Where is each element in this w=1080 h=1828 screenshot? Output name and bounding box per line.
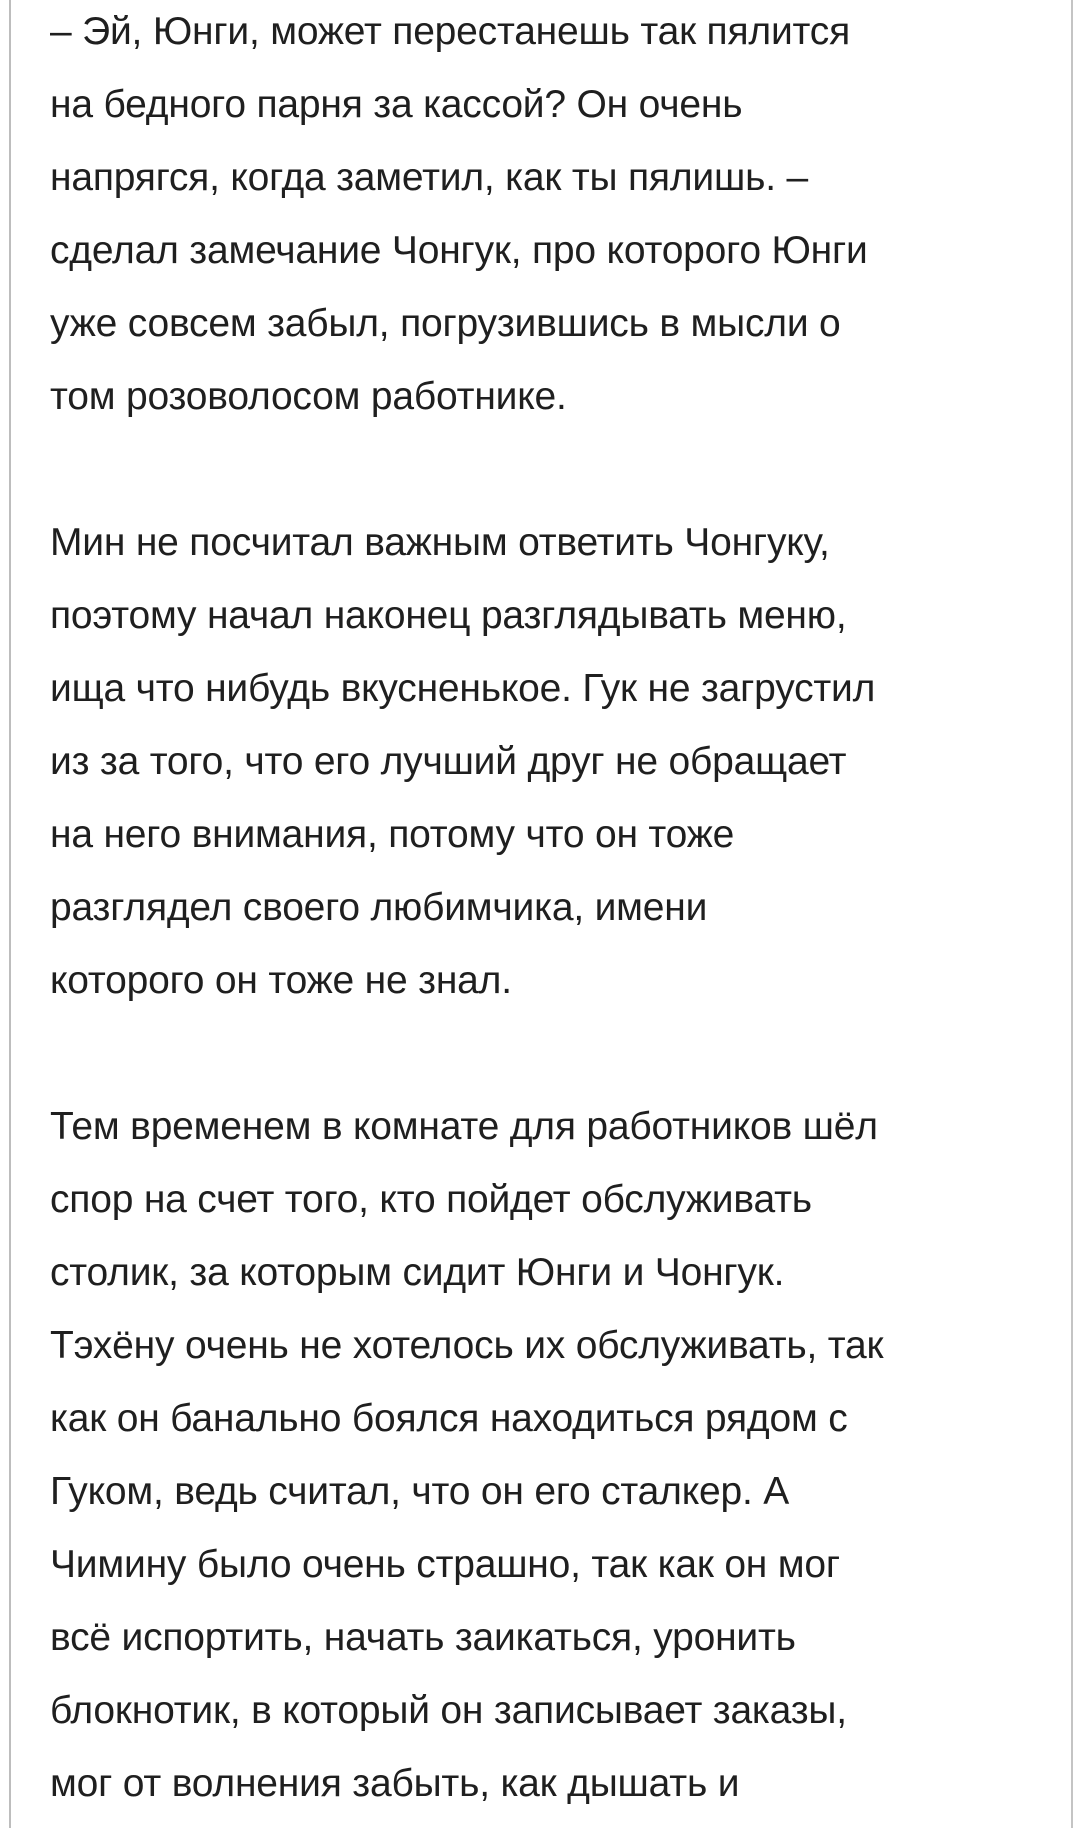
text-line: Чимину было очень страшно, так как он мог	[50, 1543, 840, 1586]
text-line: спор на счет того, кто пойдет обслуживать	[50, 1178, 812, 1221]
paragraph-2	[50, 511, 1050, 1022]
text-line: Гуком, ведь считал, что он его сталкер. А	[50, 1470, 790, 1513]
paragraph-1	[50, 0, 1050, 438]
text-line: на него внимания, потому что он тоже	[50, 813, 735, 856]
text-line: которого он тоже не знал.	[50, 959, 512, 1002]
text-line: столик, за которым сидит Юнги и Чонгук.	[50, 1251, 785, 1294]
text-line: разглядел своего любимчика, имени	[50, 886, 708, 929]
text-line: как он банально боялся находиться рядом с	[50, 1397, 848, 1440]
text-line: на бедного парня за кассой? Он очень	[50, 83, 743, 126]
text-line: ища что нибудь вкусненькое. Гук не загрустил	[50, 667, 876, 710]
left-margin-line	[9, 0, 11, 1828]
right-margin-line	[1071, 0, 1073, 1828]
paragraph-3	[50, 1095, 1050, 1825]
text-line: Мин не посчитал важным ответить Чонгуку,	[50, 521, 830, 564]
text-line: всё испортить, начать заикаться, уронить	[50, 1616, 796, 1659]
text-line: Тем временем в комнате для работников шёл	[50, 1105, 878, 1148]
text-line: сделал замечание Чонгук, про которого Юнги	[50, 229, 868, 272]
text-line: поэтому начал наконец разглядывать меню,	[50, 594, 847, 637]
story-text	[50, 0, 1050, 1825]
text-line: мог от волнения забыть, как дышать и	[50, 1762, 740, 1805]
text-line: том розоволосом работнике.	[50, 375, 567, 418]
paragraph-gap	[50, 438, 1050, 511]
text-line: напрягся, когда заметил, как ты пялишь. –	[50, 156, 808, 199]
paragraph-gap	[50, 1022, 1050, 1095]
text-line: – Эй, Юнги, может перестанешь так пялится	[50, 10, 850, 53]
text-line: блокнотик, в который он записывает заказы,	[50, 1689, 847, 1732]
text-line: уже совсем забыл, погрузившись в мысли о	[50, 302, 841, 345]
text-line: Тэхёну очень не хотелось их обслуживать, так	[50, 1324, 884, 1367]
text-line: из за того, что его лучший друг не обращает	[50, 740, 847, 783]
